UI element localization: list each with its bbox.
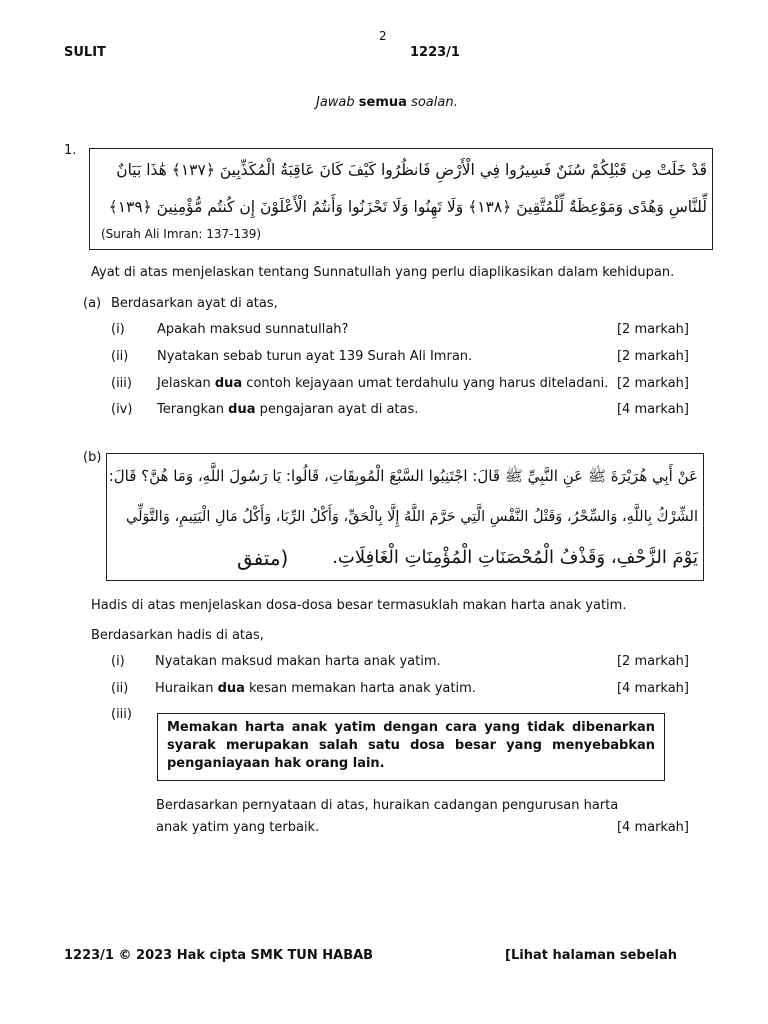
item-marks: [2 markah]: [616, 654, 689, 669]
part-b-label: (b): [83, 450, 102, 465]
instruction-post: soalan.: [406, 95, 458, 110]
item-number: (iv): [111, 402, 133, 417]
item-marks: [2 markah]: [616, 349, 689, 364]
item-marks: [4 markah]: [616, 681, 689, 696]
item-text: [155, 654, 441, 669]
item-number: (ii): [111, 349, 129, 364]
hadith-line-2: الشِّرْكُ بِاللَّهِ، وَالسِّحْرُ، وَقَتْلُ النَّفْسِ الَّتِي حَرَّمَ اللَّهُ إِلَّا بِالْحَقِّ، وَأَكْلُ الرِّبَا، وَأَكْلُ مَالِ الْيَتِيمِ، وَالتَّوَلِّي: [126, 509, 698, 525]
item-text-post: contoh kejayaan umat terdahulu yang harus diteladani.: [242, 376, 609, 391]
item-text: [157, 402, 418, 417]
item-text-post: pengajaran ayat di atas.: [255, 402, 419, 417]
item-text: [157, 376, 608, 391]
item-text-pre: Terangkan: [157, 402, 229, 417]
item-text-pre: Huraikan: [155, 681, 218, 696]
item-text-pre: Nyatakan sebab turun ayat 139 Surah Ali Imran.: [157, 349, 473, 364]
item-text: [155, 681, 476, 696]
item-number: (i): [111, 322, 125, 337]
footer-next-page: [Lihat halaman sebelah: [505, 948, 677, 963]
part-b-item-iii-number: (iii): [111, 707, 132, 722]
item-text: [157, 349, 472, 364]
question-number: 1.: [64, 143, 77, 158]
item-text-post: kesan memakan harta anak yatim.: [244, 681, 476, 696]
item-text-pre: Jelaskan: [157, 376, 215, 391]
item-text-bold: dua: [217, 681, 245, 696]
page-number: 2: [379, 29, 387, 43]
item-text-pre: Nyatakan maksud makan harta anak yatim.: [155, 654, 441, 669]
statement-box: Memakan harta anak yatim dengan cara yang tidak dibenarkan syarak merupakan salah satu dosa besar yang menyebabkan penganiayaan hak orang lain.: [157, 713, 665, 781]
footer-copyright: 1223/1 © 2023 Hak cipta SMK TUN HABAB: [64, 948, 374, 963]
item-marks: [2 markah]: [616, 376, 689, 391]
item-number: (ii): [111, 681, 129, 696]
part-a-stem: Berdasarkan ayat di atas,: [111, 296, 278, 311]
part-a-label: (a): [83, 296, 102, 311]
hadith-line-1: عَنْ أَبِي هُرَيْرَةَ ﷺ عَنِ النَّبِيِّ ﷺ قَالَ: اجْتَنِبُوا السَّبْعَ الْمُوبِقَاتِ، قَالُوا: يَا رَسُولَ اللَّهِ، وَمَا هُنَّ؟ قَالَ:: [108, 467, 698, 485]
item-number: (iii): [111, 376, 132, 391]
item-iii-marks: [4 markah]: [616, 820, 689, 835]
item-marks: [2 markah]: [616, 322, 689, 337]
item-text-bold: dua: [214, 376, 243, 391]
item-number: (i): [111, 654, 125, 669]
part-b-intro: Hadis di atas menjelaskan dosa-dosa besar termasuklah makan harta anak yatim.: [91, 598, 627, 613]
question-1-intro: Ayat di atas menjelaskan tentang Sunnatullah yang perlu diaplikasikan dalam kehidupan.: [91, 265, 675, 280]
header-sulit: SULIT: [64, 45, 106, 60]
item-text: [157, 322, 348, 337]
hadith-source: (متفق: [237, 546, 289, 570]
item-text-bold: dua: [228, 402, 256, 417]
instruction: [316, 95, 458, 110]
verse-citation: (Surah Ali Imran: 137-139): [101, 227, 265, 241]
part-b-stem: Berdasarkan hadis di atas,: [91, 628, 264, 643]
item-iii-question-line-2: anak yatim yang terbaik.: [156, 820, 320, 835]
instruction-pre: Jawab: [316, 95, 359, 110]
verse-line-1: قَدْ خَلَتْ مِن قَبْلِكُمْ سُنَنٌ فَسِيرُوا فِي الْأَرْضِ فَانظُرُوا كَيْفَ كَانَ عَاقِبَةُ الْمُكَذِّبِينَ ﴿١٣٧﴾ هَٰذَا بَيَانٌ: [116, 161, 707, 179]
item-iii-question-line-1: Berdasarkan pernyataan di atas, huraikan cadangan pengurusan harta: [156, 798, 619, 813]
item-marks: [4 markah]: [616, 402, 689, 417]
verse-line-2: لِّلنَّاسِ وَهُدًى وَمَوْعِظَةٌ لِّلْمُتَّقِينَ ﴿١٣٨﴾ وَلَا تَهِنُوا وَلَا تَحْزَنُوا وَأَنتُمُ الْأَعْلَوْنَ إِن كُنتُم مُّؤْمِنِينَ ﴿١٣٩﴾: [108, 198, 707, 216]
header-paper-code: 1223/1: [410, 45, 460, 60]
instruction-bold: semua: [358, 95, 407, 110]
item-text-pre: Apakah maksud sunnatullah?: [157, 322, 349, 337]
hadith-line-3: يَوْمَ الزَّحْفِ، وَقَذْفُ الْمُحْصَنَاتِ الْمُؤْمِنَاتِ الْغَافِلَاتِ.: [332, 547, 698, 568]
